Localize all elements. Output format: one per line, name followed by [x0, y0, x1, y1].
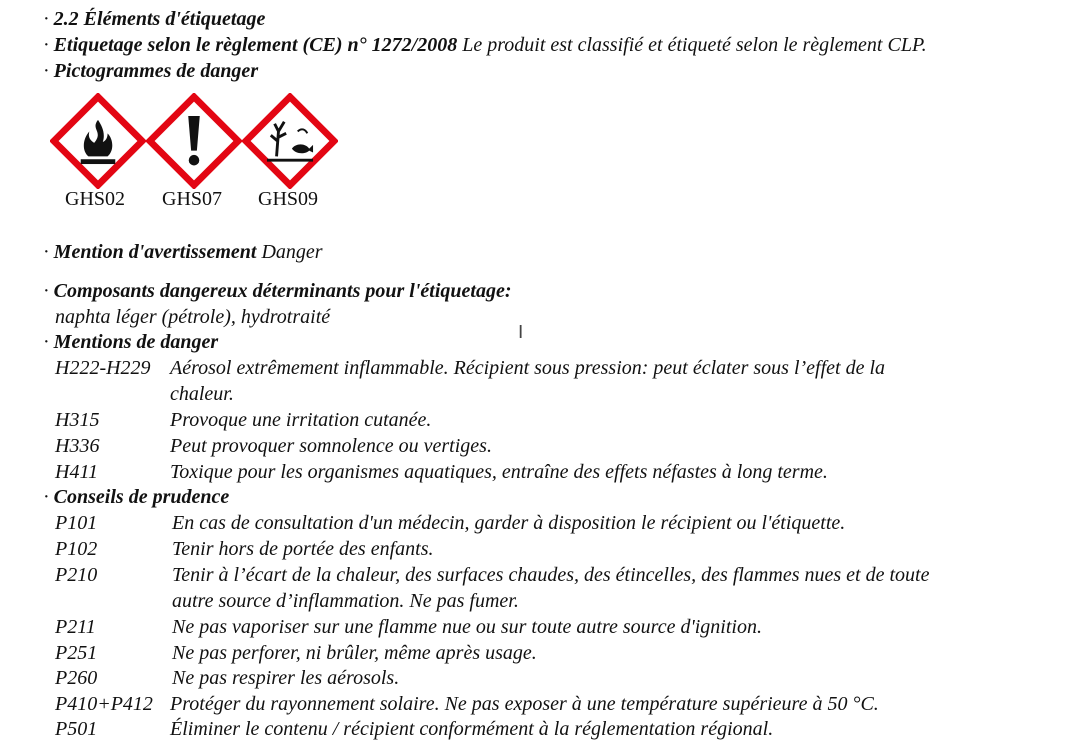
hazard-code: H222-H229: [55, 357, 151, 379]
precaution-code: P101: [55, 512, 98, 534]
hazard-heading-line: [43, 329, 218, 355]
precaution-text: Éliminer le contenu / récipient conformément à la réglementation régional.: [170, 718, 774, 740]
precaution-code: P260: [55, 667, 98, 689]
hazard-text-continued: chaleur.: [170, 383, 234, 405]
ghs09-label: GHS09: [258, 188, 319, 210]
bullet: ·: [43, 241, 50, 263]
precaution-code: P102: [55, 538, 98, 560]
bullet: ·: [43, 280, 50, 302]
precaution-text: Tenir hors de portée des enfants.: [172, 538, 434, 560]
precaution-code: P501: [55, 718, 98, 740]
pictograms-heading-line: [43, 58, 258, 84]
bullet: ·: [43, 486, 50, 508]
hazard-code: H336: [55, 435, 100, 457]
precaution-text-continued: autre source d’inflammation. Ne pas fumer.: [172, 590, 519, 612]
precaution-text: Ne pas vaporiser sur une flamme nue ou sur toute autre source d'ignition.: [172, 616, 762, 638]
ghs07-label: GHS07: [162, 188, 223, 210]
precaution-text: Tenir à l’écart de la chaleur, des surfaces chaudes, des étincelles, des flammes nues et de toute: [172, 564, 930, 586]
text-cursor-icon: I: [518, 322, 524, 343]
flame-icon: [50, 93, 146, 189]
precaution-text: Protéger du rayonnement solaire. Ne pas exposer à une température supérieure à 50 °C.: [170, 693, 879, 715]
precaution-text: Ne pas perforer, ni brûler, même après usage.: [172, 642, 537, 664]
ghs02-pictogram: [50, 93, 146, 189]
ghs07-pictogram: [146, 93, 242, 189]
hazard-code: H315: [55, 409, 100, 431]
hazard-text: Peut provoquer somnolence ou vertiges.: [170, 435, 492, 457]
precaution-code: P211: [55, 616, 96, 638]
hazard-statements-label: Mentions de danger: [53, 331, 219, 353]
section-title: 2.2 Éléments d'étiquetage: [53, 8, 266, 30]
precaution-heading-line: [43, 484, 229, 510]
precaution-text: En cas de consultation d'un médecin, garder à disposition le récipient ou l'étiquette.: [172, 512, 846, 534]
hazard-text: Provoque une irritation cutanée.: [170, 409, 432, 431]
ghs02-label: GHS02: [65, 188, 126, 210]
bullet: ·: [43, 8, 50, 30]
precaution-code: P410+P412: [55, 693, 153, 715]
regulation-line: [43, 32, 927, 58]
bullet: ·: [43, 34, 50, 56]
hazard-text: Toxique pour les organismes aquatiques, entraîne des effets néfastes à long terme.: [170, 461, 828, 483]
precautionary-statements-label: Conseils de prudence: [53, 486, 230, 508]
components-value: naphta léger (pétrole), hydrotraité: [55, 306, 331, 328]
ghs09-pictogram: [242, 93, 338, 189]
pictograms-heading: Pictogrammes de danger: [53, 60, 259, 82]
components-heading-line: [43, 278, 512, 304]
precaution-text: Ne pas respirer les aérosols.: [172, 667, 400, 689]
signal-word-value: Danger: [261, 241, 323, 263]
environment-icon: [242, 93, 338, 189]
precaution-code: P210: [55, 564, 98, 586]
signal-word-label: Mention d'avertissement: [53, 241, 257, 263]
hazard-text: Aérosol extrêmement inflammable. Récipient sous pression: peut éclater sous l’effet de la: [170, 357, 886, 379]
regulation-text: Le produit est classifié et étiqueté selon le règlement CLP.: [462, 34, 927, 56]
bullet: ·: [43, 331, 50, 353]
bullet: ·: [43, 60, 50, 82]
signal-word-line: [43, 239, 323, 265]
components-label: Composants dangereux déterminants pour l'étiquetage:: [53, 280, 512, 302]
exclamation-mark-icon: [146, 93, 242, 189]
precaution-code: P251: [55, 642, 98, 664]
hazard-code: H411: [55, 461, 98, 483]
section-title-line: [43, 6, 265, 32]
regulation-label: Etiquetage selon le règlement (CE) n° 1272/2008: [53, 34, 458, 56]
